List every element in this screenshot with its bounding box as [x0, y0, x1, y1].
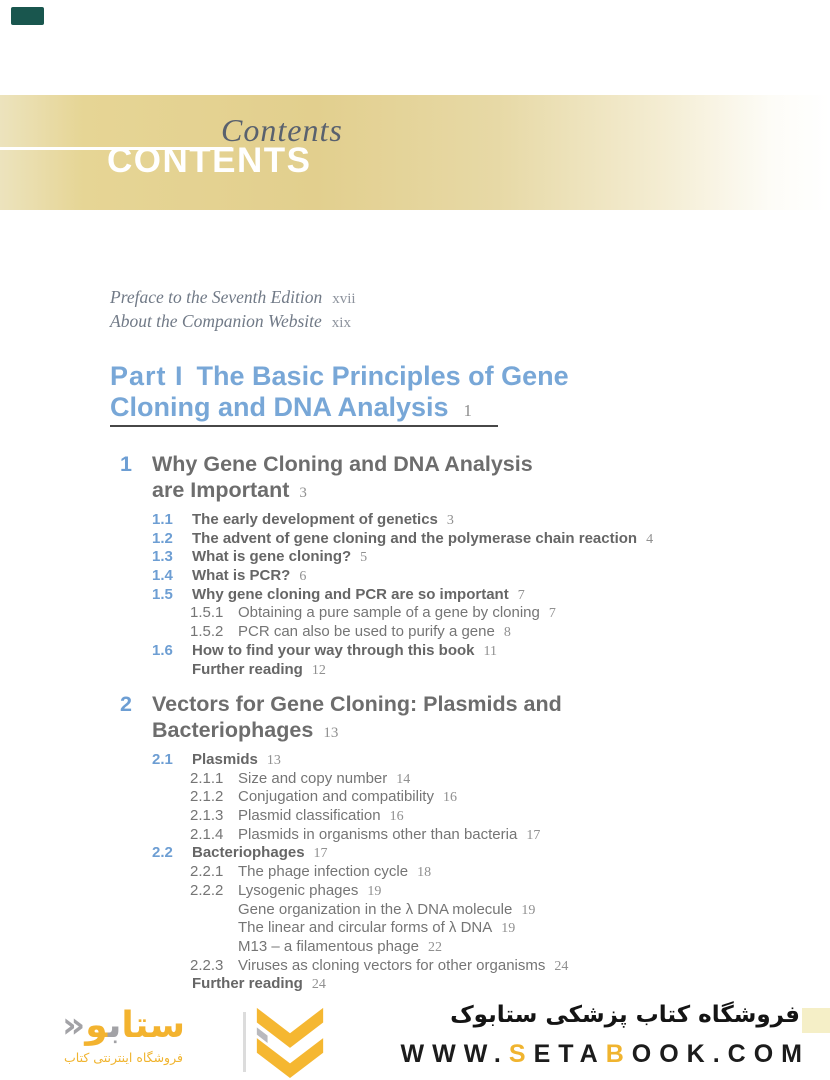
toc-entry-title: The linear and circular forms of λ DNA	[238, 919, 493, 937]
chapter-title-line1: Vectors for Gene Cloning: Plasmids and	[152, 692, 562, 716]
toc-entry-number: 1.4	[152, 567, 173, 585]
toc-entry-number: 2.2.2	[190, 881, 224, 899]
toc-entry-page: 16	[442, 790, 457, 806]
toc-entry-number: 1.5.1	[190, 604, 224, 622]
toc-entry	[110, 826, 750, 845]
toc-entry	[110, 511, 750, 530]
toc-entry-number: 2.1.1	[190, 769, 224, 787]
toc-entry-number: 2.1.4	[190, 825, 224, 843]
toc-entry-number: 2.1	[152, 751, 173, 768]
toc-entry-page: 19	[521, 902, 536, 918]
toc-entry-page: 4	[646, 531, 654, 547]
toc-entry-number: 1.5.2	[190, 623, 224, 641]
toc-entry	[110, 661, 750, 680]
toc-entry	[110, 751, 750, 770]
toc-entry-title: Lysogenic phages	[238, 881, 359, 899]
toc-entry-page: 17	[313, 846, 328, 862]
chapter-title-line1: Why Gene Cloning and DNA Analysis	[152, 452, 533, 476]
toc-entry-page: 19	[367, 883, 382, 899]
toc-entry	[110, 844, 750, 863]
toc-entry	[110, 530, 750, 549]
toc-entry	[110, 919, 750, 938]
chapter-title-line2: are Important	[152, 477, 290, 502]
chapter-heading	[110, 452, 750, 506]
chapter-2-block	[110, 692, 750, 994]
toc-entry-title: Size and copy number	[238, 769, 388, 787]
toc-entry-page: 5	[360, 550, 368, 566]
toc-entry-title: Bacteriophages	[192, 844, 305, 862]
chapter-number: 2	[120, 692, 132, 716]
toc-entry-title: Gene organization in the λ DNA molecule	[238, 900, 513, 918]
frontmatter-list	[110, 286, 356, 334]
frontmatter-entry	[110, 286, 356, 310]
toc-entry	[110, 548, 750, 567]
toc-entry-page: 24	[311, 977, 326, 993]
toc-entry-page: 17	[526, 827, 541, 843]
toc-entry-title: Plasmid classification	[238, 807, 381, 825]
part-title-line2: Cloning and DNA Analysis	[110, 392, 449, 422]
part-number: Part I	[110, 361, 184, 391]
toc-entry-page: 12	[311, 662, 326, 678]
toc-entry-title: How to find your way through this book	[192, 641, 475, 659]
frontmatter-label: About the Companion Website	[110, 311, 322, 331]
toc-entry-title: The early development of genetics	[192, 511, 438, 528]
toc-entry-title: Why gene cloning and PCR are so important	[192, 585, 509, 603]
chapter-heading	[110, 692, 750, 746]
toc-entry-title: Plasmids	[192, 751, 258, 768]
toc-entry	[110, 957, 750, 976]
toc-entry	[110, 882, 750, 901]
toc-entry-page: 6	[299, 569, 307, 585]
frontmatter-entry	[110, 310, 356, 334]
toc-entry-number: 1.3	[152, 548, 173, 566]
toc-entry-page: 16	[389, 809, 404, 825]
chapter-1-block	[110, 452, 750, 679]
toc-entry	[110, 770, 750, 789]
toc-entry-number: 1.6	[152, 641, 173, 659]
toc-entry-page: 7	[548, 606, 556, 622]
part-page-number: 1	[463, 401, 473, 420]
side-tab	[802, 1008, 830, 1033]
toc-entry-title: What is gene cloning?	[192, 548, 352, 566]
toc-entry-page: 3	[446, 513, 454, 528]
toc-entry-page: 8	[503, 625, 511, 641]
toc-entry	[110, 642, 750, 661]
toc-entry-page: 13	[266, 753, 281, 768]
toc-entry	[110, 863, 750, 882]
website-url: WWW.SETABOOK.COM	[400, 1040, 810, 1068]
part-title-line1: The Basic Principles of Gene	[196, 361, 569, 391]
frontmatter-page: xvii	[332, 291, 356, 307]
part-title	[110, 361, 670, 426]
toc-entry	[110, 938, 750, 957]
toc-entry-title: Further reading	[192, 975, 303, 993]
logo-chevron-icon: «	[62, 1005, 86, 1046]
toc-entry	[110, 788, 750, 807]
toc-entry-title: Obtaining a pure sample of a gene by cloning	[238, 604, 540, 622]
toc-entry-page: 19	[501, 921, 516, 937]
toc-entry-title: The advent of gene cloning and the polymerase chain reaction	[192, 529, 638, 547]
toc-entry-title: What is PCR?	[192, 567, 291, 585]
corner-mark	[11, 7, 44, 25]
toc-entry-number: 2.2.1	[190, 863, 224, 881]
toc-entry-number: 1.2	[152, 529, 173, 547]
toc-entry-page: 11	[483, 643, 497, 659]
toc-entry	[110, 623, 750, 642]
contents-caps-title: CONTENTS	[107, 141, 312, 180]
chapter-title-line2: Bacteriophages	[152, 717, 314, 742]
chapter-page-number: 13	[323, 724, 339, 741]
toc-entry-title: Plasmids in organisms other than bacteria	[238, 825, 518, 843]
toc-entry-title: Viruses as cloning vectors for other organisms	[238, 956, 546, 974]
part-underline	[110, 425, 498, 427]
toc-entry-title: Further reading	[192, 660, 303, 678]
toc-entry-number: 2.1.2	[190, 788, 224, 806]
toc-entry-title: Conjugation and compatibility	[238, 788, 434, 806]
logo-divider	[243, 1012, 246, 1072]
toc-entry-page: 24	[554, 958, 569, 974]
toc-entry-title: PCR can also be used to purify a gene	[238, 623, 495, 641]
frontmatter-page: xix	[331, 315, 351, 331]
toc-entry-number: 1.1	[152, 511, 173, 528]
logo-tagline: فروشگاه اینترنتی کتاب	[64, 1050, 183, 1065]
toc-entry-page: 22	[427, 939, 442, 955]
chapter-page-number: 3	[299, 484, 307, 501]
toc-entry	[110, 586, 750, 605]
setabook-logo	[62, 1004, 185, 1065]
toc-entry-number: 2.1.3	[190, 807, 224, 825]
toc-entry-title: M13 – a filamentous phage	[238, 937, 419, 955]
toc-entry-page: 18	[417, 865, 432, 881]
toc-entry	[110, 975, 750, 994]
chapter-number: 1	[120, 452, 132, 476]
toc-entry-number: 2.2	[152, 844, 173, 862]
toc-entry-page: 14	[396, 771, 411, 787]
header-band	[0, 95, 830, 210]
toc-entry	[110, 567, 750, 586]
contents-script-title: Contents	[221, 112, 343, 148]
toc-entry-page: 7	[517, 587, 525, 603]
toc-entry-number: 2.2.3	[190, 956, 224, 974]
toc-entry-title: The phage infection cycle	[238, 863, 409, 881]
chapter-2-entries	[110, 751, 750, 994]
store-title-fa: فروشگاه کتاب پزشکی ستابوک	[450, 1002, 800, 1028]
toc-entry	[110, 604, 750, 623]
toc-entry	[110, 901, 750, 920]
toc-entry	[110, 807, 750, 826]
toc-entry-number: 1.5	[152, 585, 173, 603]
chapter-1-entries	[110, 511, 750, 679]
bookstore-footer	[0, 998, 830, 1080]
frontmatter-label: Preface to the Seventh Edition	[110, 287, 323, 307]
setabook-wordmark: ستابو«	[62, 1005, 185, 1046]
